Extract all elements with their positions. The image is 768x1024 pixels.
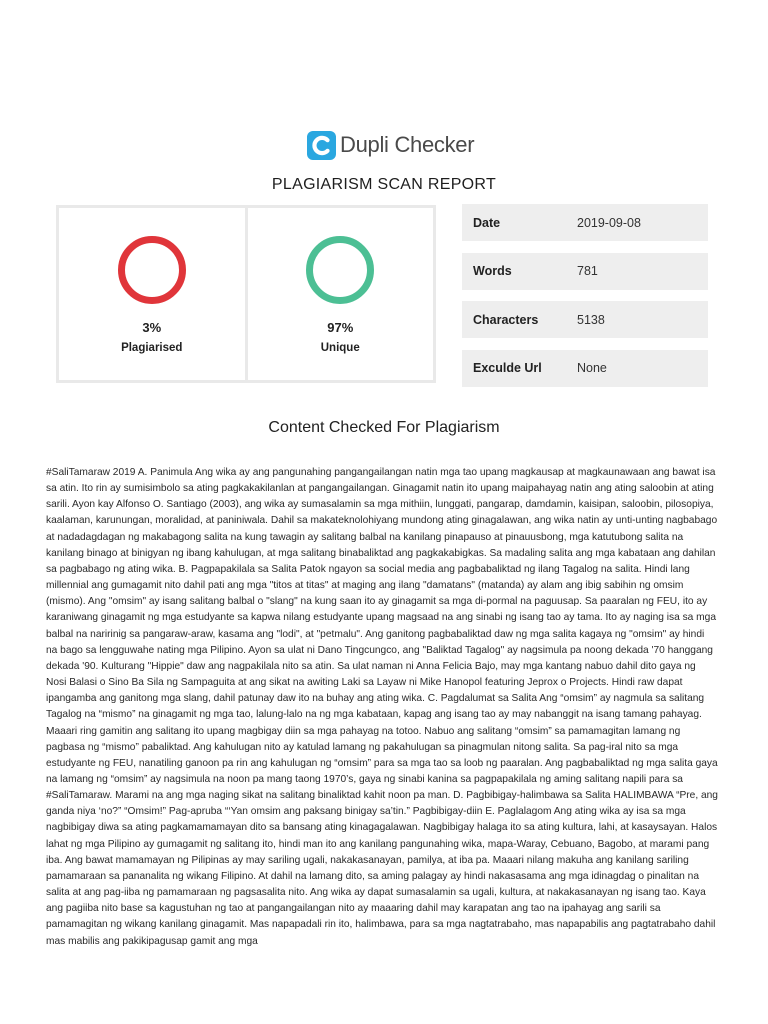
section-title: Content Checked For Plagiarism [268,419,500,436]
plagiarised-label: Plagiarised [121,342,183,354]
info-key: Characters [473,312,539,327]
info-row-exclude-url [462,350,708,387]
report-info-table [462,204,708,398]
plagiarised-ring-icon [116,234,188,306]
logo-text: Dupli Checker [340,132,475,157]
score-panel [56,205,436,383]
info-row-words [462,253,708,290]
unique-score [245,208,434,380]
info-key: Date [473,215,501,230]
checked-content-text: #SaliTamaraw 2019 A. Panimula Ang wika ay ang pangunahing pangangailangan natin mga tao upang magkausap at magkaunawaan ang bawat isa sa atin. Ito rin ay sumisimbolo sa ating pagkakakilanlan at pangangailangan. Ginagamit natin ito upang maipahayag natin ang ating saloobin at ating sarili. Ayon kay Alfonso O. Santiago (2003), ang wika ay sumasalamin sa mga mithiin, lunggati, pangarap, damdamin, kaisipan, saloobin, pilosopiya, kaalaman, karunungan, moralidad, at paniniwala. Dahil sa makateknolohiyang mundong ating ginagalawan, ang wika natin ay unti-unting nagbabago at nadadagdagan ng makabagong salita na kung tawagin ay salitang balbal na kanilang pinapauso at pinauusbong, mga katutubong salita na kanilang binago at binigyan ng ibang kahulugan, at mga salitang binabaliktad ang pagkakabigkas. Sa madaling salita ang mga kabataan ang dahilan sa pagbabago ng ating wika. B. Pagpapakilala sa Salita Patok ngayon sa social media ang pagbabaliktad ng ilang Tagalog na salita. Hindi lang millennial ang gumagamit nito dahil pati ang mga "titos at titas" at maging ang ilang "damatans" (matanda) ay alam ang ibig sabihin ng omsim (mismo). Ang "omsim" ay isang salitang balbal o "slang" na kung saan ito ay ginagamit sa mga di-pormal na paguusap. Sa paaralan ng FEU, ito ay karaniwang ginagamit ng mga estudyante sa kapwa nilang estudyante upang magsaad na ang sinabi ng isang tao ay tama. Ito ay naging isa sa mga balbal na naririnig sa pangaraw-araw, kasama ang "lodi", at "petmalu". Ang ganitong pagbabaliktad daw ng mga salita kagaya ng "omsim" ay hindi na bago sa lengguwahe nating mga Pilipino. Ayon sa ulat ni Dano Tingcungco, ang "Baliktad Tagalog" ay nagsimula pa noong dekada '70 hanggang dekada '90. Kulturang "Hippie" daw ang nagpakilala nito sa atin. Sa ulat naman ni Anna Felicia Bajo, may mga kantang nabuo dahil dito gaya ng Nosi Balasi o Sino Ba Sila ng Sampaguita at ang sikat na awiting Laki sa Layaw ni Mike Hanopol featuring Jeprox o Projects. Hindi raw dapat ipangamba ang ganitong mga slang, dahil patunay daw ito na buhay ang ating wika. C. Pagdalumat sa Salita Ang “omsim” ay nagmula sa salitang Tagalog na “mismo” na ginagamit ng mga tao, lalung-lalo na ng mga kabataan, kapag ang isang tao ay may nabanggit na isang tamang pahayag. Maaari ring gamitin ang salitang ito upang magbigay diin sa mga pahayag na totoo. Nabuo ang salitang “omsim” sa pamamagitan lamang ng pagbasa ng “mismo” pabaliktad. Ang kahulugan nito ay katulad lamang ng pakahulugan sa pinagmulan nitong salita. Sa pag-iral nito sa mga estudyante ng FEU, nanatiling ganoon pa rin ang kahulugan ng “omsim” para sa mga tao sa loob ng paaralan. Ang pagbabaliktad ng mga salita gaya na lamang ng “omsim” ay nagsimula na noon pa mang taong 1970’s, gaya ng sinabi kanina sa pagpapakilala ng aming salitang napili para sa #SaliTamaraw. Marami na ang mga naging sikat na salitang binaliktad kahit noon pa man. D. Pagbibigay-halimbawa sa Salita HALIMBAWA “Pre, ang ganda niya ‘no?” “Omsim!” Pag-apruba “‘Yan omsim ang paksang binigay sa’tin.” Pagbibigay-diin E. Paglalagom Ang ating wika ay isa sa mga nagbibigay diwa sa ating pagkamamamayan dito sa bansang ating kinagagalawan. Nagbibigay halaga ito sa ating kultura, lahi, at kasaysayan. Halos lahat ng mga Pilipino ay gumagamit ng salitang ito, hindi man ito ang kanilang pangunahing wika, mapa-Waray, Cebuano, Bagobo, at marami pang iba. Ang bawat mamamayan ng Pilipinas ay may sariling ugali, nakakasanayan, pamilya, at iba pa. Maaari nilang makuha ang kanilang sariling pamamaraan sa pananalita ng wikang Filipino. At dahil na lamang dito, sa aming palagay ay hindi nakasasama ang mga idinagdag o pinalitan na salita at ang pag-iiba ng pamamaraan ng pagsasalita nito. Ang wika ay dapat sumasalamin sa ugali, kultura, at nakakasanayan ng isang tao. Kaya ang pagiiba nito base sa kagustuhan ng tao at pangangailangan nito ay maaaring dahil may karapatan ang tao na ipahayag ang sarili sa pamamagitan ng wikang kanilang ginagamit. Mas napapadali rin ito, halimbawa, para sa mga nagtatrabaho, mas napapabilis ang pagtatrabaho dahil mas mabilis ang pakikipagusap gamit ang mga [46,467,718,947]
info-key: Exculde Url [473,361,542,375]
c-logo-icon [307,131,336,160]
unique-ring-icon [304,234,376,306]
unique-label: Unique [320,342,360,354]
logo [307,130,474,160]
info-value: 5138 [577,312,605,327]
plagiarised-score [59,208,245,380]
plagiarised-percent: 3% [142,320,162,335]
info-row-date [462,204,708,241]
info-value: 781 [577,264,598,278]
info-value: None [577,361,607,375]
info-value: 2019-09-08 [577,215,641,230]
report-title: PLAGIARISM SCAN REPORT [271,176,497,193]
info-row-characters [462,301,708,338]
unique-percent: 97% [327,320,354,335]
info-key: Words [473,264,512,278]
